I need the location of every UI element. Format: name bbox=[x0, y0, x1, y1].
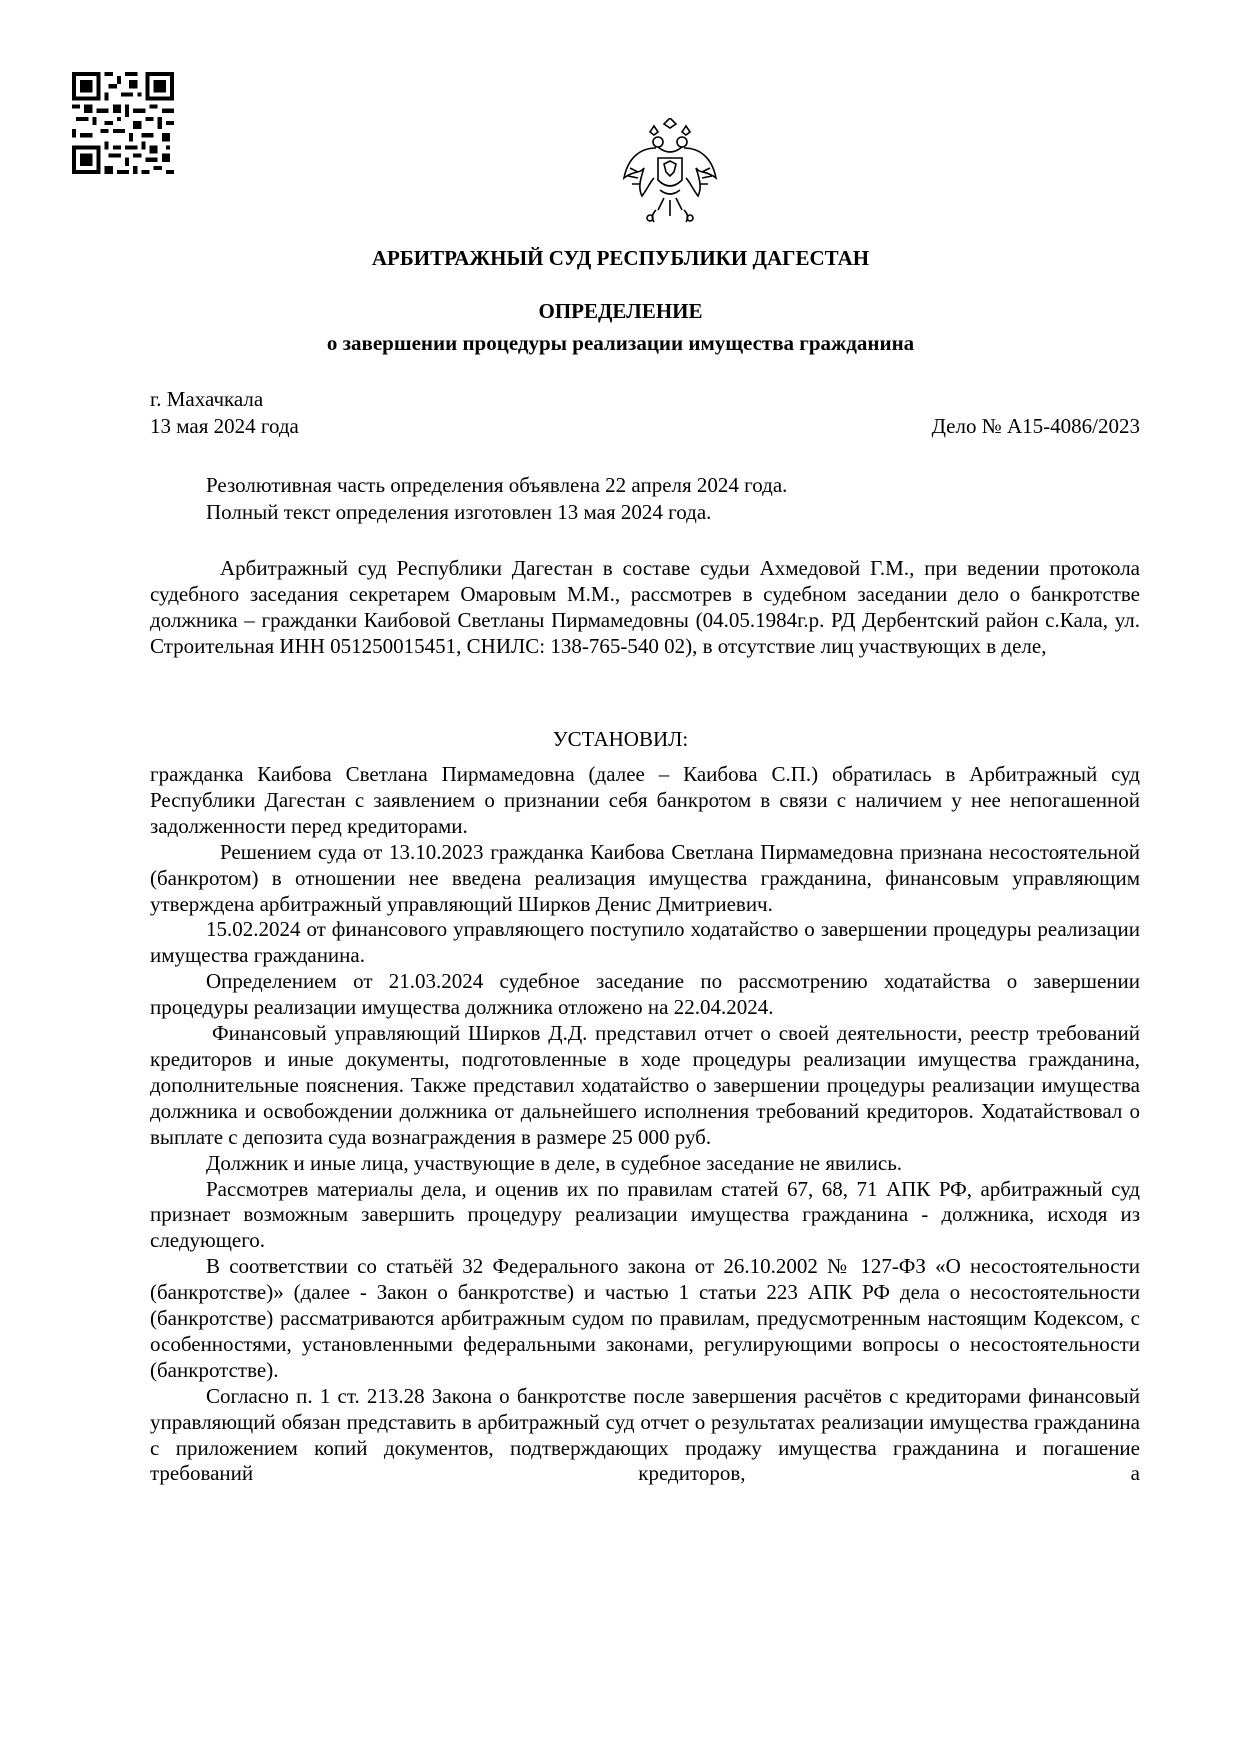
paragraph: Решением суда от 13.10.2023 гражданка Каибова Светлана Пирмамедовна признана несостоятельной (банкротом) в отношении нее введена реализация имущества гражданина, финансовым управляющим утверждена арбитражный управляющий Ширков Денис Дмитриевич. bbox=[150, 839, 1140, 916]
paragraph: 15.02.2024 от финансового управляющего поступило ходатайство о завершении процедуры реализации имущества гражданина. bbox=[150, 917, 1140, 968]
announcements bbox=[206, 472, 1140, 526]
court-name: АРБИТРАЖНЫЙ СУД РЕСПУБЛИКИ ДАГЕСТАН bbox=[371, 246, 870, 270]
paragraph: Рассмотрев материалы дела, и оценив их по правилам статей 67, 68, 71 АПК РФ, арбитражный суд признает возможным завершить процедуру реализации имущества гражданина - должника, исходя из следующего. bbox=[150, 1176, 1140, 1253]
paragraph: Должник и иные лица, участвующие в деле, в судебное заседание не явились. bbox=[206, 1150, 903, 1175]
paragraph: гражданка Каибова Светлана Пирмамедовна (далее – Каибова С.П.) обратилась в Арбитражный суд Республики Дагестан с заявлением о признании себя банкротом в связи с наличием у нее непогашенной задолженности перед кредиторами. bbox=[150, 762, 1140, 838]
established-heading: УСТАНОВИЛ: bbox=[552, 727, 689, 751]
paragraph: Согласно п. 1 ст. 213.28 Закона о банкротстве после завершения расчётов с кредиторами финансовый управляющий обязан представить в арбитражный суд отчет о результатах реализации имущества гражданина с приложением копий документов, подтверждающих продажу имущества гражданина и погашение требований кредиторов, а bbox=[150, 1383, 1140, 1486]
document-date: 13 мая 2024 года bbox=[150, 414, 299, 438]
qr-code-icon bbox=[72, 72, 174, 174]
city: г. Махачкала bbox=[150, 387, 264, 411]
paragraph: Определением от 21.03.2024 судебное заседание по рассмотрению ходатайства о завершении процедуры реализации имущества должника отложено на 22.04.2024. bbox=[150, 969, 1140, 1020]
intro-paragraph: Арбитражный суд Республики Дагестан в составе судьи Ахмедовой Г.М., при ведении протокола судебного заседания секретарем Омаровым М.М., рассмотрев в судебном заседании дело о банкротстве должника – гражданки Каибовой Светланы Пирмамедовны (04.05.1984г.р. РД Дербентский район с.Кала, ул. Строительная ИНН 051250015451, СНИЛС: 138-765-540 02), в отсутствие лиц участвующих в деле, bbox=[150, 556, 1140, 658]
date-row bbox=[150, 413, 1140, 439]
main-text bbox=[150, 762, 1140, 1487]
paragraph: Финансовый управляющий Ширков Д.Д. представил отчет о своей деятельности, реестр требований кредиторов и иные документы, подготовленные в ходе процедуры реализации имущества гражданина, дополнительные пояснения. Также представил ходатайство о завершении процедуры реализации имущества должника и освобождении должника от дальнейшего исполнения требований кредиторов. Ходатайствовал о выплате с депозита суда вознаграждения в размере 25 000 руб. bbox=[150, 1021, 1140, 1149]
case-number: Дело № А15-4086/2023 bbox=[931, 414, 1140, 438]
document-type: ОПРЕДЕЛЕНИЕ bbox=[538, 299, 703, 323]
russian-coat-of-arms-icon bbox=[620, 118, 720, 228]
announcement-resolution: Резолютивная часть определения объявлена 22 апреля 2024 года. bbox=[206, 473, 788, 497]
announcement-full-text: Полный текст определения изготовлен 13 мая 2024 года. bbox=[206, 500, 712, 524]
document-subject: о завершении процедуры реализации имущества гражданина bbox=[326, 331, 915, 355]
paragraph: В соответствии со статьёй 32 Федерального закона от 26.10.2002 № 127-ФЗ «О несостоятельности (банкротстве)» (далее - Закон о банкротстве) и частью 1 статьи 223 АПК РФ дела о несостоятельности (банкротстве) рассматриваются арбитражным судом по правилам, предусмотренным настоящим Кодексом, с особенностями, установленными федеральными законами, регулирующими вопросы о несостоятельности (банкротстве). bbox=[150, 1254, 1140, 1382]
